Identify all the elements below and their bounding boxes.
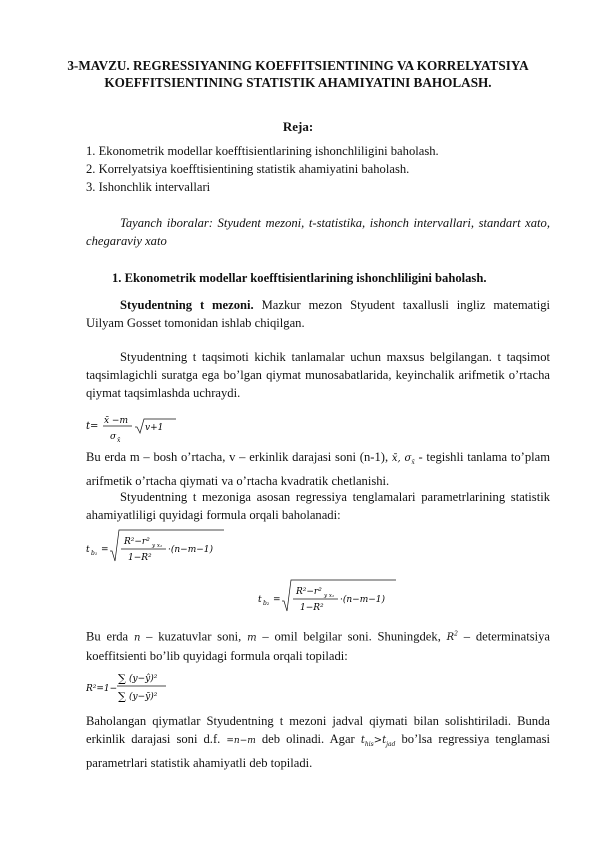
m-symbol: m [247,632,257,644]
svg-text:∑: ∑ [118,672,126,685]
paragraph-variables [86,626,550,665]
t-comparison [361,735,396,746]
r-letter: R [446,632,455,644]
df-formula: =n−m [226,736,256,746]
svg-text:(y−ŷ)²: (y−ŷ)² [129,674,158,684]
plan-item: 2. Korrelyatsiya koefftisientining statistik ahamiyatini baholash. [86,162,410,176]
svg-text:·(n−m−1): ·(n−m−1) [340,595,386,605]
paragraph-notation [86,448,550,490]
n-symbol: n [133,632,141,644]
paragraph-criterion: Styudentning t mezoniga asosan regressiya tenglamalari parametrlarining statistik ahamiyatliligi quyidagi formula orqali baholanadi: [86,490,550,522]
jad-subscript: jad [386,741,396,748]
paragraph-conclusion [86,712,550,772]
svg-text:R²−r²: R²−r² [124,537,150,547]
svg-text:1−R²: 1−R² [128,553,152,563]
paragraph-text: – determinatsiya koeffitsienti bo’lib quyidagi formula orqali topiladi: [86,629,550,664]
paragraph-text: - tegishli tanlama to’plam arifmetik o’rtacha qiymati va o’rtacha kvadratik chetlanishi. [86,450,551,488]
paragraph-student-intro [86,296,550,332]
xbar-symbol: x̄, $\sigma_{x̄}$ [391,453,415,466]
svg-text:1−R²: 1−R² [300,603,324,613]
svg-text:t: t [86,545,90,555]
svg-text:b₂: b₂ [263,600,270,607]
document-title: 3-MAVZU. REGRESSIYANING KOEFFITSIENTINING VA KORRELYATSIYA KOEFFITSIENTINING STATISTIK AHAMIYATINI BAHOLASH. [67,58,529,90]
bold-lead: Styudentning t mezoni. [120,298,254,312]
keywords-paragraph: Tayanch iboralar: Styudent mezoni, t-statistika, ishonch intervallari, standart xato, chegaraviy xato [86,216,550,248]
plan-item: 1. Ekonometrik modellar koefftisientlarining ishonchliligini baholash. [86,144,439,158]
paragraph-text: – omil belgilar soni. Shuningdek, [256,629,447,644]
formula-r-squared [86,668,196,708]
plan-list [86,142,439,196]
svg-text:x̄ −m: x̄ −m [104,416,129,426]
greater-symbol: > [373,735,383,746]
svg-text:R²−r²: R²−r² [296,587,322,597]
paragraph-text: – kuzatuvlar soni, [140,629,248,644]
paragraph-text: bo’lsa regressiya tenglamasi parametrlari statistik ahamiyatli deb topiladi. [86,732,550,770]
svg-text:b₁: b₁ [91,550,98,557]
his-subscript: his [364,741,374,748]
paragraph-t-distribution: Styudentning t taqsimoti kichik tanlamalar uchun maxsus belgilangan. t taqsimot taqsimlagichli suratga ega bo’lgan qiymat munosabatlarida, keyinchalik arifmetik o’rtacha qiymat taqsimlashda uchraydi. [86,350,550,400]
svg-text:v+1: v+1 [145,423,164,433]
svg-text:σ: σ [110,432,117,442]
svg-text:x̄: x̄ [117,437,121,444]
svg-text:y x₁: y x₁ [152,543,163,549]
formula-t-b2 [258,577,398,621]
r2-symbol: $R^2$ [446,631,458,644]
svg-text:(y−ȳ)²: (y−ȳ)² [129,692,158,702]
t-his-symbol: t [360,735,365,746]
section-heading: 1. Ekonometrik modellar koefftisientlarining ishonchliligini baholash. [112,271,487,285]
t-jad-symbol: t [382,735,387,746]
paragraph-text: Bu erda [86,629,134,644]
svg-text:t=: t= [86,421,99,432]
svg-text:y x₁: y x₁ [324,593,335,599]
svg-text:t: t [258,595,262,605]
svg-text:R²=1−: R²=1− [86,684,118,694]
paragraph-text: Mazkur mezon Styudent taxallusli ingliz matematigi Uilyam Gosset tomonidan ishlab chiqilgan. [86,298,550,330]
svg-text:∑: ∑ [118,690,126,703]
plan-heading: Reja: [282,119,314,134]
svg-text:·(n−m−1): ·(n−m−1) [168,545,214,555]
paragraph-text: Baholangan qiymatlar Styudentning t mezoni jadval qiymati bilan solishtiriladi. Bunda erkinlik darajasi soni d.f. [86,714,550,746]
formula-t-b1 [86,527,226,571]
paragraph-text: Bu erda m – bosh o’rtacha, v – erkinlik darajasi soni (n-1), [86,450,392,464]
paragraph-text: deb olinadi. Agar [255,732,361,746]
formula-t-statistic [86,412,206,448]
plan-item: 3. Ishonchlik intervallari [86,180,211,194]
svg-text:=: = [101,545,109,555]
svg-text:=: = [273,595,281,605]
